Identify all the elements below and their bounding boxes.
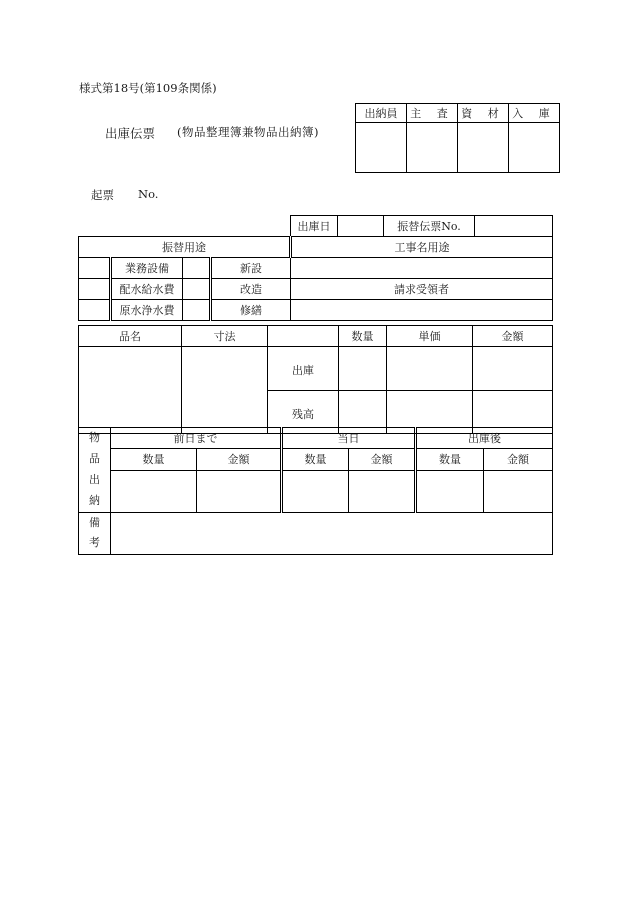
stamp-label-cashier: 出納員: [356, 104, 407, 123]
previous-qty-field[interactable]: [111, 470, 197, 512]
today-amount-field[interactable]: [349, 470, 416, 512]
category-water-distribution: 配水給水費: [111, 279, 183, 300]
item-table: [78, 325, 553, 434]
stamp-label-receiving: 入 庫: [509, 104, 560, 123]
after-qty-field[interactable]: [416, 470, 484, 512]
ledger-side-char-2: 品: [89, 451, 100, 465]
form-number: 様式第18号(第109条関係): [79, 81, 217, 95]
issue-amount-field[interactable]: [473, 347, 553, 391]
col-blank: [268, 326, 339, 347]
remarks-char-2: 考: [89, 536, 100, 550]
issue-no-label: No.: [138, 187, 159, 201]
issue-quantity-field[interactable]: [339, 347, 387, 391]
project-purpose-label: 工事名用途: [291, 237, 553, 258]
col-amount: 金額: [473, 326, 553, 347]
today-amount-label: 金額: [349, 449, 416, 470]
col-item-name: 品名: [79, 326, 182, 347]
transfer-table: [78, 215, 553, 321]
approval-stamp-table: [355, 103, 560, 173]
today-qty-label: 数量: [282, 449, 349, 470]
category-business-equipment: 業務設備: [111, 258, 183, 279]
transfer-slip-no-label: 振替伝票No.: [384, 216, 475, 237]
recipient-label: 請求受領者: [291, 279, 553, 300]
recipient-field[interactable]: [291, 300, 553, 321]
row-label-issue: 出庫: [268, 347, 339, 391]
ledger-side-char-1: 物: [89, 431, 100, 444]
after-qty-label: 数量: [416, 449, 484, 470]
group-today: 当日: [282, 428, 416, 449]
after-amount-label: 金額: [484, 449, 553, 470]
category-check-3[interactable]: [79, 300, 111, 321]
today-qty-field[interactable]: [282, 470, 349, 512]
issue-date-label: 出庫日: [291, 216, 338, 237]
group-previous-day: 前日まで: [111, 428, 282, 449]
type-renovation: 改造: [211, 279, 291, 300]
previous-amount-field[interactable]: [197, 470, 282, 512]
group-after-issue: 出庫後: [416, 428, 553, 449]
previous-qty-label: 数量: [111, 449, 197, 470]
type-repair: 修繕: [211, 300, 291, 321]
transfer-purpose-label: 振替用途: [79, 237, 291, 258]
stamp-label-materials: 資 材: [458, 104, 509, 123]
issue-label: 起票: [91, 188, 114, 202]
category-raw-water: 原水浄水費: [111, 300, 183, 321]
stamp-box-materials[interactable]: [458, 123, 509, 173]
previous-amount-label: 金額: [197, 449, 282, 470]
type-check-1[interactable]: [183, 258, 211, 279]
col-quantity: 数量: [339, 326, 387, 347]
transfer-slip-no-field[interactable]: [475, 216, 553, 237]
stamp-label-chief: 主 査: [407, 104, 458, 123]
ledger-side-label: [79, 428, 111, 513]
type-check-2[interactable]: [183, 279, 211, 300]
item-name-field[interactable]: [79, 347, 182, 434]
page-subtitle: (物品整理簿兼物品出納簿): [177, 125, 319, 139]
type-check-3[interactable]: [183, 300, 211, 321]
ledger-table: [78, 427, 553, 555]
category-check-2[interactable]: [79, 279, 111, 300]
issue-unit-price-field[interactable]: [387, 347, 473, 391]
ledger-side-char-4: 納: [89, 493, 100, 507]
dimensions-field[interactable]: [182, 347, 268, 434]
page-title: 出庫伝票: [105, 126, 156, 141]
remarks-char-1: 備: [89, 515, 100, 529]
project-name-field[interactable]: [291, 258, 553, 279]
stamp-box-cashier[interactable]: [356, 123, 407, 173]
row-label-balance: 残高: [268, 391, 339, 434]
ledger-side-char-3: 出: [89, 472, 100, 486]
issue-date-field[interactable]: [338, 216, 384, 237]
remarks-field[interactable]: [111, 512, 553, 555]
stamp-box-chief[interactable]: [407, 123, 458, 173]
after-amount-field[interactable]: [484, 470, 553, 512]
col-dimensions: 寸法: [182, 326, 268, 347]
col-unit-price: 単価: [387, 326, 473, 347]
remarks-label: [79, 512, 111, 555]
stamp-box-receiving[interactable]: [509, 123, 560, 173]
type-new-construction: 新設: [211, 258, 291, 279]
category-check-1[interactable]: [79, 258, 111, 279]
